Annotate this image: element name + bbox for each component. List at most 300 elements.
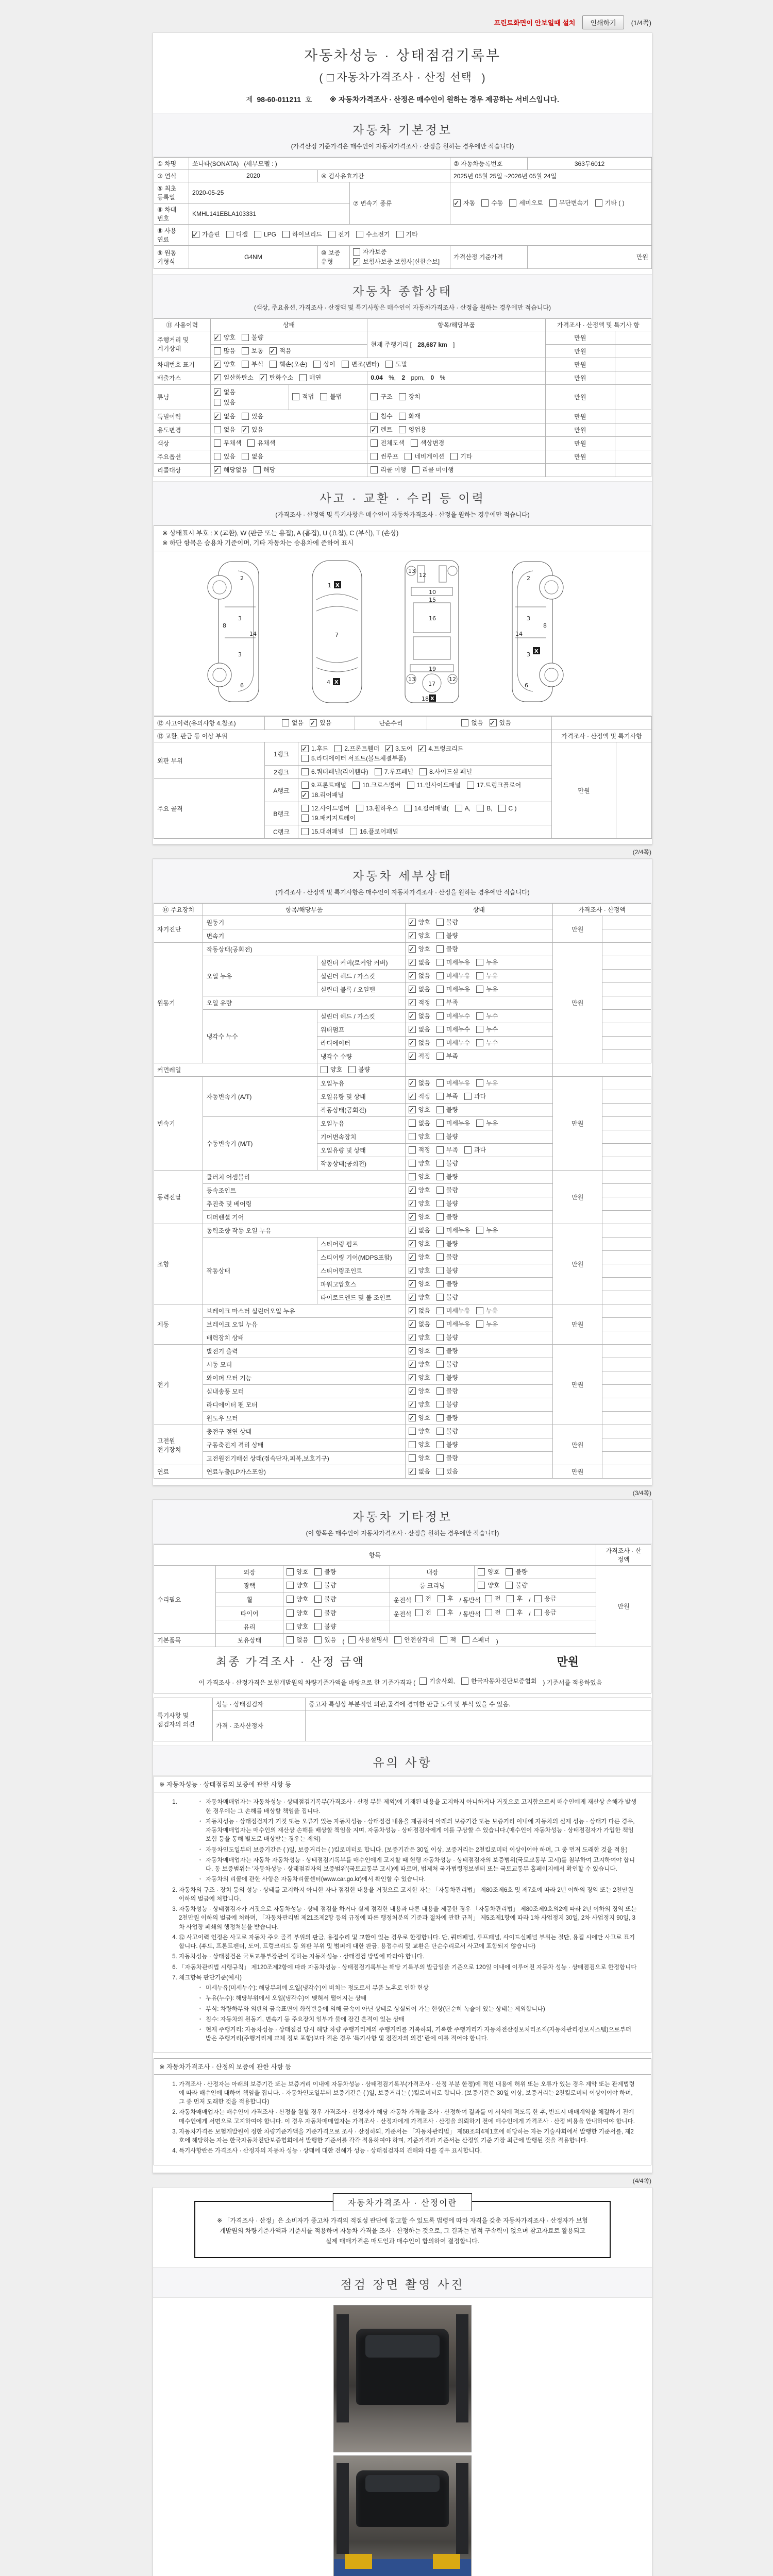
checkbox-option[interactable]	[476, 958, 498, 967]
checkbox-option[interactable]	[462, 1635, 490, 1645]
svg-text:10: 10	[429, 589, 436, 596]
checkbox-option[interactable]	[409, 1413, 430, 1422]
checkbox-icon	[409, 1160, 416, 1167]
table-row	[154, 1345, 651, 1358]
checkbox-option[interactable]	[436, 1025, 470, 1034]
checkbox-option[interactable]	[464, 1092, 486, 1101]
checkbox-option[interactable]	[436, 1427, 458, 1436]
checkbox-option[interactable]	[371, 438, 404, 448]
checkbox-option[interactable]	[214, 425, 236, 434]
checkbox-option[interactable]	[415, 1608, 431, 1617]
checkbox-option[interactable]	[292, 392, 314, 401]
item-label: 브레이크 오일 누유	[203, 1318, 405, 1331]
checkbox-option[interactable]	[436, 1440, 458, 1449]
checkbox-option[interactable]	[409, 1199, 430, 1208]
checkbox-option[interactable]	[270, 360, 307, 369]
price-unit: 만원	[552, 742, 616, 839]
col-header: 상태	[405, 904, 552, 916]
checkbox-option[interactable]	[476, 1025, 498, 1034]
checkbox-option[interactable]	[352, 781, 401, 790]
checkbox-option[interactable]	[405, 452, 444, 461]
checkbox-option[interactable]	[436, 1333, 458, 1342]
checkbox-option[interactable]	[301, 744, 328, 753]
checkbox-option[interactable]	[348, 1635, 388, 1645]
checkbox-option[interactable]	[476, 1226, 498, 1235]
checkbox-option[interactable]	[242, 346, 263, 355]
checkbox-option[interactable]	[314, 1581, 336, 1590]
svg-text:2: 2	[240, 575, 244, 582]
checkbox-label: 하이브리드	[292, 231, 322, 238]
checkbox-option[interactable]	[436, 1252, 458, 1262]
checkbox-option[interactable]	[478, 1581, 499, 1590]
checkbox-option[interactable]	[310, 718, 331, 727]
checkbox-option[interactable]	[409, 1427, 430, 1436]
checkbox-option[interactable]	[436, 1373, 458, 1382]
checkbox-option[interactable]	[476, 1319, 498, 1329]
checkbox-option[interactable]	[299, 373, 321, 382]
checkbox-option[interactable]	[409, 1400, 430, 1409]
checkbox-option[interactable]	[436, 1132, 458, 1141]
checkbox-option[interactable]	[320, 392, 342, 401]
checkbox-option[interactable]	[409, 1373, 430, 1382]
checkbox-option[interactable]	[350, 827, 398, 836]
checkbox-option[interactable]	[440, 1635, 456, 1645]
checkbox-option[interactable]	[409, 1467, 430, 1476]
checkbox-option[interactable]	[301, 754, 406, 763]
checkbox-icon	[242, 334, 249, 341]
checkbox-option[interactable]	[436, 985, 470, 994]
caution-subitem: ◦ 자동차인도일부터 보증기간은 ( )일, 보증거리는 ( )킬로미터로 합니다. (보증기간은 30일 이상, 보증거리는 2천킬로미터 이상이어야 하며, 그 중 먼저 도래한 것을 적용)	[199, 1846, 637, 1855]
checkbox-option[interactable]	[409, 931, 430, 940]
checkbox-option[interactable]	[409, 1306, 430, 1315]
checkbox-label: 자동	[463, 199, 476, 207]
checkbox-option[interactable]	[287, 1581, 308, 1590]
checkbox-option[interactable]	[476, 985, 498, 994]
checkbox-option[interactable]	[436, 1226, 470, 1235]
checkbox-label: 양호	[418, 1334, 430, 1342]
checkbox-option[interactable]	[371, 392, 392, 401]
checkbox-label: 불량	[446, 1454, 458, 1462]
checkbox-option[interactable]	[409, 971, 430, 980]
checkbox-option[interactable]	[436, 1092, 458, 1101]
checkbox-option[interactable]	[409, 1038, 430, 1047]
checkbox-option[interactable]	[405, 804, 449, 813]
checkbox-option[interactable]	[242, 412, 263, 421]
checkbox-option[interactable]	[476, 1306, 498, 1315]
checkbox-option[interactable]	[477, 804, 492, 813]
checkbox-label: 없음	[223, 388, 236, 396]
checkbox-option[interactable]	[438, 1594, 453, 1603]
document-title: 자동차성능 · 상태점검기록부	[304, 48, 501, 63]
main-frame-label: 주요 골격	[154, 779, 265, 839]
checkbox-label: 양호	[418, 1280, 430, 1288]
checkbox-option[interactable]	[334, 744, 379, 753]
checkbox-option[interactable]	[409, 1319, 430, 1329]
checkbox-option[interactable]	[436, 1105, 458, 1114]
checkbox-option[interactable]	[549, 198, 589, 208]
item-label: 라디에이터 팬 모터	[203, 1398, 405, 1412]
checkbox-label: 불량	[324, 1582, 337, 1589]
checkbox-option[interactable]	[436, 1118, 470, 1128]
checkbox-option[interactable]	[214, 398, 285, 407]
checkbox-option[interactable]	[409, 1346, 430, 1355]
checkbox-option[interactable]	[476, 971, 498, 980]
checkbox-option[interactable]	[314, 1608, 336, 1618]
price-unit: 만원	[545, 410, 615, 423]
checkbox-option[interactable]	[436, 944, 458, 954]
checkbox-option[interactable]	[436, 1172, 458, 1181]
checkbox-option[interactable]	[282, 718, 304, 727]
detail-band	[153, 859, 652, 903]
checkbox-option[interactable]	[242, 333, 263, 342]
checkbox-option[interactable]	[353, 257, 440, 266]
checkbox-label: 불량	[446, 1428, 458, 1435]
checkbox-option[interactable]	[214, 333, 236, 342]
checkbox-option[interactable]	[409, 1252, 430, 1262]
checkbox-icon	[436, 1079, 444, 1087]
checkbox-option[interactable]	[436, 1453, 458, 1463]
checkbox-option[interactable]	[409, 1159, 430, 1168]
checkbox-option[interactable]	[260, 373, 293, 382]
checkbox-option[interactable]	[371, 412, 392, 421]
rank1-items	[298, 742, 552, 766]
checkbox-option[interactable]	[411, 438, 444, 448]
checkbox-option[interactable]	[301, 827, 344, 836]
caution-subitem: ◦ 1. 자동차매매업자는 자동차성능 · 상태점검기록부(가격조사 · 산정 부분 제외)에 기재된 내용을 고지하지 아니하거나 거짓으로 고지함으로써 매수인에게 재산상 손해가 발생한 경우에는 그 손해를 배상할 책임을 집니다.	[199, 1798, 637, 1816]
checkbox-option[interactable]	[436, 1199, 458, 1208]
checkbox-option[interactable]	[321, 1065, 342, 1074]
checkbox-option[interactable]	[409, 998, 430, 1007]
checkbox-option[interactable]	[407, 781, 461, 790]
checkbox-option[interactable]	[409, 1011, 430, 1021]
checkbox-option[interactable]	[464, 1145, 486, 1155]
checkbox-option[interactable]	[485, 1594, 501, 1603]
checkbox-option[interactable]	[301, 767, 368, 776]
checkbox-option[interactable]	[476, 1011, 498, 1021]
checkbox-option[interactable]	[534, 1608, 556, 1617]
checkbox-label: 누유	[486, 1307, 498, 1315]
checkbox-icon	[409, 1334, 416, 1341]
checkbox-option[interactable]	[436, 1239, 458, 1248]
checkbox-option[interactable]	[399, 425, 427, 434]
checkbox-option[interactable]	[287, 1567, 308, 1577]
checkbox-option[interactable]	[399, 392, 421, 401]
checkbox-option[interactable]	[214, 438, 242, 448]
checkbox-label: 불량	[446, 1187, 458, 1194]
price-select-checkbox[interactable]	[327, 70, 472, 86]
checkbox-option[interactable]	[394, 1635, 434, 1645]
checkbox-option[interactable]	[409, 1453, 430, 1463]
checkbox-option[interactable]	[409, 1386, 430, 1396]
checkbox-option[interactable]	[214, 465, 247, 474]
checkbox-option[interactable]	[242, 360, 263, 369]
checkbox-option[interactable]	[282, 230, 322, 239]
checkbox-option[interactable]	[313, 360, 335, 369]
checkbox-option[interactable]	[342, 360, 379, 369]
checkbox-icon	[314, 1568, 322, 1575]
checkbox-option[interactable]	[214, 373, 254, 382]
checkbox-icon	[476, 972, 483, 979]
checkbox-icon	[485, 1609, 492, 1616]
checkbox-option[interactable]	[353, 247, 386, 257]
checkbox-option[interactable]	[409, 1226, 430, 1235]
checkbox-option[interactable]	[371, 465, 406, 474]
checkbox-option[interactable]	[409, 958, 430, 967]
checkbox-option[interactable]	[436, 971, 470, 980]
item-label: 오일 누유	[203, 956, 317, 996]
first-registration-date: 2020-05-25	[189, 182, 350, 203]
checkbox-option[interactable]	[453, 198, 475, 208]
checkbox-icon	[478, 1582, 485, 1589]
checkbox-option[interactable]	[436, 1386, 458, 1396]
checkbox-option[interactable]	[436, 1159, 458, 1168]
checkbox-icon	[462, 1636, 469, 1643]
checkbox-option[interactable]	[409, 1172, 430, 1181]
checkbox-option[interactable]	[436, 1038, 470, 1047]
checkbox-option[interactable]	[481, 198, 503, 208]
rankC-items	[298, 825, 552, 839]
checkbox-option[interactable]	[287, 1635, 308, 1645]
table-cell	[602, 1157, 651, 1171]
checkbox-option[interactable]	[418, 744, 463, 753]
checkbox-option[interactable]	[409, 1025, 430, 1034]
checkbox-option[interactable]	[214, 360, 236, 369]
checkbox-option[interactable]	[301, 814, 356, 823]
checkbox-option[interactable]	[436, 1279, 458, 1289]
checkbox-option[interactable]	[409, 1185, 430, 1195]
checkbox-label: 불량	[324, 1595, 337, 1603]
status-options	[405, 1251, 552, 1264]
checkbox-option[interactable]	[415, 1594, 431, 1603]
checkbox-option[interactable]	[467, 781, 521, 790]
checkbox-label: 무채색	[223, 439, 242, 447]
checkbox-option[interactable]	[419, 767, 472, 776]
checkbox-option[interactable]	[476, 1078, 498, 1088]
checkbox-label: 디젤	[236, 231, 248, 238]
checkbox-option[interactable]	[396, 230, 418, 239]
checkbox-option[interactable]	[409, 985, 430, 994]
checkbox-icon	[214, 374, 221, 381]
text-token: )	[496, 1638, 498, 1646]
price-unit: 만원	[596, 1566, 651, 1647]
checkbox-option[interactable]	[301, 790, 344, 800]
checkbox-option[interactable]	[461, 1676, 537, 1686]
checkbox-icon	[436, 1347, 444, 1354]
checkbox-option[interactable]	[214, 452, 236, 461]
checkbox-option[interactable]	[436, 918, 458, 927]
checkbox-option[interactable]	[436, 931, 458, 940]
checkbox-icon	[436, 1093, 444, 1100]
checkbox-option[interactable]	[314, 1595, 336, 1604]
checkbox-option[interactable]	[375, 767, 413, 776]
rank-label: 2랭크	[265, 766, 298, 779]
checkbox-option[interactable]	[314, 1622, 336, 1631]
checkbox-option[interactable]	[409, 944, 430, 954]
checkbox-option[interactable]	[314, 1635, 336, 1645]
checkbox-option[interactable]	[385, 744, 412, 753]
checkbox-icon	[409, 999, 416, 1006]
checkbox-option[interactable]	[409, 1092, 430, 1101]
checkbox-option[interactable]	[436, 1400, 458, 1409]
price-unit: 만원	[545, 384, 615, 410]
checkbox-option[interactable]	[287, 1622, 308, 1631]
checkbox-icon	[409, 919, 416, 926]
checkbox-option[interactable]	[461, 718, 483, 727]
checkbox-option[interactable]	[301, 781, 346, 790]
checkbox-icon	[455, 805, 462, 812]
checkbox-label: 15.대쉬패널	[311, 828, 344, 836]
checkbox-option[interactable]	[409, 1052, 430, 1061]
checkbox-option[interactable]	[436, 1467, 458, 1476]
checkbox-option[interactable]	[507, 1608, 523, 1617]
checkbox-label: 불량	[515, 1582, 528, 1589]
print-install-link[interactable]: 프린트화면이 안보일때 설치	[494, 19, 576, 27]
checkbox-option[interactable]	[436, 1293, 458, 1302]
checkbox-option[interactable]	[348, 1065, 370, 1074]
checkbox-option[interactable]	[409, 1105, 430, 1114]
checkbox-option[interactable]	[485, 1608, 501, 1617]
table-cell	[602, 1278, 651, 1291]
checkbox-option[interactable]	[436, 958, 470, 967]
checkbox-option[interactable]	[419, 1676, 455, 1686]
table-cell	[602, 1358, 651, 1371]
checkbox-option[interactable]	[371, 425, 392, 434]
checkbox-option[interactable]	[436, 1052, 458, 1061]
checkbox-option[interactable]	[242, 425, 263, 434]
checkbox-option[interactable]	[399, 412, 421, 421]
checkbox-label: 한국자동차진단보증협회	[470, 1677, 537, 1685]
checkbox-option[interactable]	[214, 387, 285, 397]
subitem-label: 파워고압호스	[317, 1278, 405, 1291]
checkbox-option[interactable]	[409, 1266, 430, 1275]
checkbox-option[interactable]	[214, 346, 236, 355]
checkbox-option[interactable]	[409, 1360, 430, 1369]
field-label: ① 차명	[154, 157, 189, 170]
checkbox-option[interactable]	[436, 1011, 470, 1021]
checkbox-option[interactable]	[478, 1567, 499, 1577]
checkbox-icon	[399, 426, 406, 433]
checkbox-option[interactable]	[436, 1346, 458, 1355]
checkbox-option[interactable]	[409, 1118, 430, 1128]
checkbox-option[interactable]	[498, 804, 516, 813]
checkbox-option[interactable]	[436, 1145, 458, 1155]
checkbox-option[interactable]	[436, 1078, 470, 1088]
checkbox-option[interactable]	[436, 1306, 470, 1315]
checkbox-icon	[385, 745, 393, 752]
checkbox-label: 불량	[446, 1361, 458, 1368]
status-options	[405, 1465, 552, 1479]
checkbox-label: C )	[508, 805, 517, 812]
checkbox-icon	[409, 1294, 416, 1301]
subtitle-paren-open: (	[319, 72, 324, 84]
checkbox-option[interactable]	[270, 346, 291, 355]
checkbox-icon	[214, 466, 221, 473]
checkbox-option[interactable]	[450, 452, 472, 461]
checkbox-option[interactable]	[436, 1360, 458, 1369]
checkbox-option[interactable]	[356, 230, 390, 239]
checkbox-option[interactable]	[242, 452, 263, 461]
checkbox-option[interactable]	[314, 1567, 336, 1577]
checkbox-option[interactable]	[356, 804, 398, 813]
checkbox-icon	[436, 1294, 444, 1301]
checkbox-option[interactable]	[438, 1608, 453, 1617]
checkbox-label: 없음	[418, 1079, 430, 1087]
checkbox-option[interactable]	[436, 1266, 458, 1275]
checkbox-option[interactable]	[409, 1132, 430, 1141]
checkbox-option[interactable]	[409, 1440, 430, 1449]
checkbox-option[interactable]	[287, 1608, 308, 1618]
checkbox-option[interactable]	[409, 1293, 430, 1302]
row-label: 튜닝	[154, 384, 211, 410]
checkbox-option[interactable]	[490, 718, 511, 727]
checkbox-option[interactable]	[328, 230, 350, 239]
checkbox-option[interactable]	[409, 918, 430, 927]
checkbox-label: 불량	[358, 1066, 371, 1074]
checkbox-label: 양호	[418, 945, 430, 953]
checkbox-option[interactable]	[436, 1319, 470, 1329]
checkbox-option[interactable]	[385, 360, 407, 369]
checkbox-option[interactable]	[509, 198, 543, 208]
checkbox-option[interactable]	[409, 1145, 430, 1155]
checkbox-option[interactable]	[371, 452, 398, 461]
checkbox-option[interactable]	[226, 230, 248, 239]
print-button[interactable]: 인쇄하기	[582, 15, 624, 29]
checkbox-option[interactable]	[409, 1239, 430, 1248]
checkbox-option[interactable]	[301, 804, 350, 813]
checkbox-option[interactable]	[247, 438, 275, 448]
checkbox-label: 누유	[486, 972, 498, 980]
checkbox-option[interactable]	[436, 1185, 458, 1195]
checkbox-option[interactable]	[409, 1212, 430, 1222]
exchange-label: ⑬ 교환, 판금 등 이상 부위	[154, 730, 552, 742]
checkbox-option[interactable]	[412, 465, 453, 474]
checkbox-option[interactable]	[455, 804, 470, 813]
checkbox-option[interactable]	[254, 465, 275, 474]
checkbox-option[interactable]	[192, 230, 220, 239]
checkbox-option[interactable]	[436, 1413, 458, 1422]
checkbox-option[interactable]	[506, 1567, 527, 1577]
checkbox-option[interactable]	[287, 1595, 308, 1604]
checkbox-icon	[254, 466, 261, 473]
item-label: 디퍼렌셜 기어	[203, 1211, 405, 1224]
checkbox-option[interactable]	[506, 1581, 527, 1590]
row-label: 유리	[216, 1620, 283, 1634]
checkbox-option[interactable]	[214, 412, 236, 421]
checkbox-option[interactable]	[436, 998, 458, 1007]
checkbox-option[interactable]	[409, 1279, 430, 1289]
checkbox-option[interactable]	[254, 230, 276, 239]
checkbox-label: 불량	[446, 1200, 458, 1208]
checkbox-icon	[509, 199, 516, 207]
field-label: ⑩ 보증 유형	[318, 245, 350, 268]
checkbox-label: 양호	[296, 1623, 309, 1631]
checkbox-option[interactable]	[476, 1118, 498, 1128]
checkbox-option[interactable]	[534, 1594, 556, 1603]
checkbox-option[interactable]	[409, 1333, 430, 1342]
svg-text:X: X	[534, 649, 539, 655]
checkbox-option[interactable]	[476, 1038, 498, 1047]
emission-gas-items	[210, 371, 367, 384]
caution-item: 1. 가격조사 · 산정자는 아래의 보증기간 또는 보증거리 이내에 자동차성능 · 상태점검기록부(가격조사 · 산정 부분 한정)에 적힌 내용에 허위 또는 오류가 있는 경우 계약 또는 관계법령에 따라 매수인에 대하여 책임을 집니다. · 자동차인도일부터 보증기간은 ( )일, 보증거리는 ( )킬로미터로 합니다. (보증기간은 30일 이상, 보증거리는 2천킬로미터 이상이어야 하며, 그 중 먼저 도래한 것을 적용합니다)	[179, 2080, 637, 2107]
checkbox-label: 없음	[418, 1120, 430, 1127]
checkbox-option[interactable]	[436, 1212, 458, 1222]
checkbox-icon	[438, 1595, 445, 1602]
checkbox-option[interactable]	[507, 1594, 523, 1603]
checkbox-option[interactable]	[409, 1078, 430, 1088]
checkbox-option[interactable]	[595, 198, 625, 208]
status-options	[405, 1238, 552, 1251]
table-row	[154, 170, 652, 182]
